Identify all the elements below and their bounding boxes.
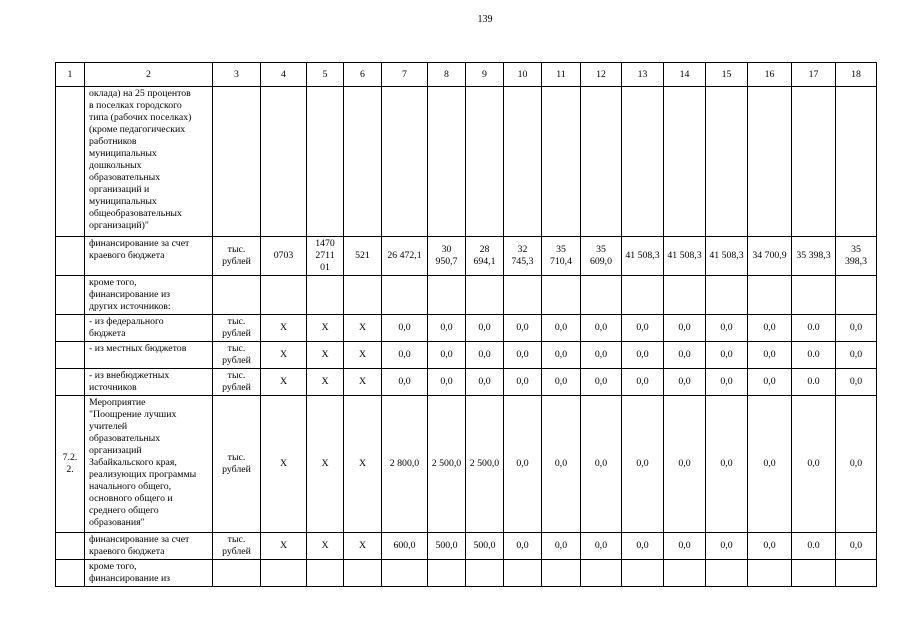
table-cell: X bbox=[261, 533, 307, 560]
table-cell: 2 500,0 bbox=[428, 396, 466, 533]
table-cell: - из внебюджетных источников bbox=[85, 369, 213, 396]
table-cell: X bbox=[344, 396, 382, 533]
table-cell: X bbox=[307, 315, 344, 342]
table-cell: 521 bbox=[344, 237, 382, 276]
table-cell bbox=[382, 276, 428, 315]
table-cell: оклада) на 25 процентов в поселках городского типа (рабочих поселках) (кроме педагогических работников муниципальных дошкольных образовательных организаций и муниципальных общеобразовательных организаций)" bbox=[85, 87, 213, 237]
table-cell: 35 398,3 bbox=[836, 237, 877, 276]
table-row bbox=[56, 315, 877, 342]
table-cell bbox=[56, 342, 85, 369]
table-cell: 0,0 bbox=[664, 396, 706, 533]
table-cell bbox=[261, 276, 307, 315]
table-cell: 0,0 bbox=[664, 369, 706, 396]
table-cell: 0,0 bbox=[836, 369, 877, 396]
table-cell bbox=[836, 87, 877, 237]
table-cell bbox=[504, 560, 542, 587]
table-cell: 0,0 bbox=[706, 396, 748, 533]
table-row bbox=[56, 342, 877, 369]
table-cell: 0,0 bbox=[748, 533, 792, 560]
table-cell: 30 950,7 bbox=[428, 237, 466, 276]
table-cell bbox=[504, 87, 542, 237]
table-cell: 0,0 bbox=[622, 533, 664, 560]
header-cell: 13 bbox=[622, 63, 664, 87]
table-cell: 0,0 bbox=[542, 533, 581, 560]
table-cell bbox=[622, 560, 664, 587]
table-row bbox=[56, 560, 877, 587]
table-cell: тыс. рублей bbox=[213, 369, 261, 396]
table-cell: тыс. рублей bbox=[213, 315, 261, 342]
table-cell: 0,0 bbox=[706, 342, 748, 369]
table-cell bbox=[581, 87, 622, 237]
table-cell: 0,0 bbox=[622, 342, 664, 369]
table-cell bbox=[581, 560, 622, 587]
table-cell: 41 508,3 bbox=[706, 237, 748, 276]
table-cell: 32 745,3 bbox=[504, 237, 542, 276]
table-cell bbox=[504, 276, 542, 315]
table-row bbox=[56, 369, 877, 396]
header-cell: 10 bbox=[504, 63, 542, 87]
header-cell: 8 bbox=[428, 63, 466, 87]
table-cell bbox=[622, 87, 664, 237]
page-number: 139 bbox=[477, 14, 493, 25]
table-cell: тыс. рублей bbox=[213, 396, 261, 533]
table-cell bbox=[466, 87, 504, 237]
table-cell bbox=[792, 276, 836, 315]
table-cell bbox=[344, 276, 382, 315]
table-cell: 0,0 bbox=[504, 533, 542, 560]
table-cell: 28 694,1 bbox=[466, 237, 504, 276]
table-header-row bbox=[56, 63, 877, 87]
header-cell: 9 bbox=[466, 63, 504, 87]
table-cell: 0,0 bbox=[581, 342, 622, 369]
table-cell: 0,0 bbox=[706, 315, 748, 342]
table-cell bbox=[261, 560, 307, 587]
table-cell: - из местных бюджетов bbox=[85, 342, 213, 369]
table-cell bbox=[581, 276, 622, 315]
table-cell: 0,0 bbox=[836, 396, 877, 533]
table-row bbox=[56, 396, 877, 533]
table-cell: 0.0 bbox=[792, 342, 836, 369]
table-cell: 0,0 bbox=[581, 533, 622, 560]
table-cell bbox=[307, 276, 344, 315]
table-cell bbox=[213, 87, 261, 237]
header-cell: 3 bbox=[213, 63, 261, 87]
table-cell bbox=[213, 560, 261, 587]
table-cell: 0,0 bbox=[542, 396, 581, 533]
table-cell: 500,0 bbox=[466, 533, 504, 560]
header-cell: 11 bbox=[542, 63, 581, 87]
table-cell: 0,0 bbox=[542, 342, 581, 369]
table-cell bbox=[382, 87, 428, 237]
table-cell bbox=[56, 87, 85, 237]
table-cell bbox=[344, 560, 382, 587]
table-cell bbox=[542, 87, 581, 237]
header-cell: 15 bbox=[706, 63, 748, 87]
table-cell: 0,0 bbox=[622, 315, 664, 342]
table-cell bbox=[792, 87, 836, 237]
table-cell bbox=[664, 276, 706, 315]
table-cell: X bbox=[344, 315, 382, 342]
table-cell: X bbox=[344, 533, 382, 560]
header-cell: 1 bbox=[56, 63, 85, 87]
table-cell: 0,0 bbox=[748, 396, 792, 533]
table-cell: финансирование за счет краевого бюджета bbox=[85, 533, 213, 560]
table-cell bbox=[664, 560, 706, 587]
table-cell: 0,0 bbox=[504, 369, 542, 396]
table-row bbox=[56, 87, 877, 237]
table-cell bbox=[836, 276, 877, 315]
table-cell: 0,0 bbox=[581, 315, 622, 342]
table-cell: 0,0 bbox=[664, 315, 706, 342]
table-cell bbox=[428, 276, 466, 315]
table-cell bbox=[466, 560, 504, 587]
table-cell: 0,0 bbox=[748, 315, 792, 342]
header-cell: 17 bbox=[792, 63, 836, 87]
header-cell: 18 bbox=[836, 63, 877, 87]
table-cell: 2 800,0 bbox=[382, 396, 428, 533]
table-cell bbox=[307, 87, 344, 237]
table-cell: 0,0 bbox=[836, 315, 877, 342]
table-cell: 0,0 bbox=[382, 342, 428, 369]
table-cell: 0,0 bbox=[466, 315, 504, 342]
table-cell: финансирование за счет краевого бюджета bbox=[85, 237, 213, 276]
table-cell: X bbox=[344, 369, 382, 396]
table-cell bbox=[382, 560, 428, 587]
table-cell bbox=[466, 276, 504, 315]
table-cell: 1470 2711 01 bbox=[307, 237, 344, 276]
table-cell: 2 500,0 bbox=[466, 396, 504, 533]
table-body bbox=[56, 87, 877, 587]
table-cell bbox=[56, 276, 85, 315]
table-cell: 26 472,1 bbox=[382, 237, 428, 276]
table-cell: 0,0 bbox=[466, 342, 504, 369]
table-cell: 0,0 bbox=[382, 315, 428, 342]
table-cell: 500,0 bbox=[428, 533, 466, 560]
table-cell bbox=[261, 87, 307, 237]
table-cell: 0.0 bbox=[792, 315, 836, 342]
header-cell: 16 bbox=[748, 63, 792, 87]
table-cell bbox=[428, 87, 466, 237]
table-cell bbox=[542, 276, 581, 315]
table-cell: 0,0 bbox=[504, 315, 542, 342]
table-cell: 0,0 bbox=[382, 369, 428, 396]
table-cell: кроме того, финансирование из других источников: bbox=[85, 276, 213, 315]
table-cell: 34 700,9 bbox=[748, 237, 792, 276]
table-cell bbox=[56, 560, 85, 587]
table-cell bbox=[748, 560, 792, 587]
table-cell: X bbox=[261, 369, 307, 396]
table-cell: 0703 bbox=[261, 237, 307, 276]
table-cell: Мероприятие "Поощрение лучших учителей образовательных организаций Забайкальского края, реализующих программы начального общего, основного общего и среднего общего образования" bbox=[85, 396, 213, 533]
table-cell: X bbox=[307, 369, 344, 396]
table-cell: 0,0 bbox=[428, 369, 466, 396]
table-cell bbox=[213, 276, 261, 315]
table-cell bbox=[748, 276, 792, 315]
table-cell bbox=[706, 276, 748, 315]
table-cell: X bbox=[307, 533, 344, 560]
table-cell bbox=[664, 87, 706, 237]
table-cell: 0,0 bbox=[542, 315, 581, 342]
table-cell: 7.2. 2. bbox=[56, 396, 85, 533]
table-cell bbox=[344, 87, 382, 237]
table-cell: 0,0 bbox=[428, 315, 466, 342]
header-cell: 6 bbox=[344, 63, 382, 87]
table-cell: 0,0 bbox=[664, 342, 706, 369]
table-cell: тыс. рублей bbox=[213, 342, 261, 369]
table-cell: 35 609,0 bbox=[581, 237, 622, 276]
table-cell: 0,0 bbox=[664, 533, 706, 560]
table-cell: 35 398,3 bbox=[792, 237, 836, 276]
table-cell: 0,0 bbox=[748, 369, 792, 396]
table-cell: кроме того, финансирование из bbox=[85, 560, 213, 587]
table-cell: 600,0 bbox=[382, 533, 428, 560]
table-cell bbox=[428, 560, 466, 587]
table-cell: X bbox=[307, 342, 344, 369]
table-row bbox=[56, 237, 877, 276]
table-cell bbox=[542, 560, 581, 587]
table-cell: X bbox=[261, 342, 307, 369]
table-row bbox=[56, 533, 877, 560]
table-cell bbox=[56, 533, 85, 560]
header-cell: 5 bbox=[307, 63, 344, 87]
table-cell bbox=[792, 560, 836, 587]
table-cell bbox=[56, 315, 85, 342]
table-cell: 0,0 bbox=[504, 396, 542, 533]
table-cell: 0.0 bbox=[792, 369, 836, 396]
table-cell: 35 710,4 bbox=[542, 237, 581, 276]
table-cell: 0,0 bbox=[542, 369, 581, 396]
header-cell: 7 bbox=[382, 63, 428, 87]
header-cell: 12 bbox=[581, 63, 622, 87]
table-cell bbox=[56, 369, 85, 396]
table-cell: 0,0 bbox=[836, 533, 877, 560]
table-cell: тыс. рублей bbox=[213, 237, 261, 276]
table-cell bbox=[706, 87, 748, 237]
table-cell: 0,0 bbox=[792, 396, 836, 533]
table-cell: 0,0 bbox=[836, 342, 877, 369]
table-cell: 0,0 bbox=[622, 369, 664, 396]
table-cell: 0,0 bbox=[466, 369, 504, 396]
data-table bbox=[55, 62, 877, 587]
table-cell: 41 508,3 bbox=[664, 237, 706, 276]
table-cell bbox=[706, 560, 748, 587]
table-cell: X bbox=[261, 396, 307, 533]
table-cell: - из федерального бюджета bbox=[85, 315, 213, 342]
table-cell: 0,0 bbox=[622, 396, 664, 533]
table-cell bbox=[836, 560, 877, 587]
table-cell: 0,0 bbox=[706, 533, 748, 560]
table-cell: 0,0 bbox=[428, 342, 466, 369]
table-cell: 41 508,3 bbox=[622, 237, 664, 276]
header-cell: 14 bbox=[664, 63, 706, 87]
table-cell bbox=[56, 237, 85, 276]
table-cell: 0,0 bbox=[504, 342, 542, 369]
table-cell: X bbox=[307, 396, 344, 533]
header-cell: 2 bbox=[85, 63, 213, 87]
table-cell: 0,0 bbox=[706, 369, 748, 396]
table-cell bbox=[622, 276, 664, 315]
table-cell bbox=[748, 87, 792, 237]
table-cell: 0,0 bbox=[581, 369, 622, 396]
table-cell bbox=[307, 560, 344, 587]
table-row bbox=[56, 276, 877, 315]
table-cell: тыс. рублей bbox=[213, 533, 261, 560]
table-head bbox=[56, 63, 877, 87]
table-cell: 0.0 bbox=[792, 533, 836, 560]
header-cell: 4 bbox=[261, 63, 307, 87]
table-cell: 0,0 bbox=[581, 396, 622, 533]
table-cell: X bbox=[261, 315, 307, 342]
table-cell: X bbox=[344, 342, 382, 369]
table-cell: 0,0 bbox=[748, 342, 792, 369]
